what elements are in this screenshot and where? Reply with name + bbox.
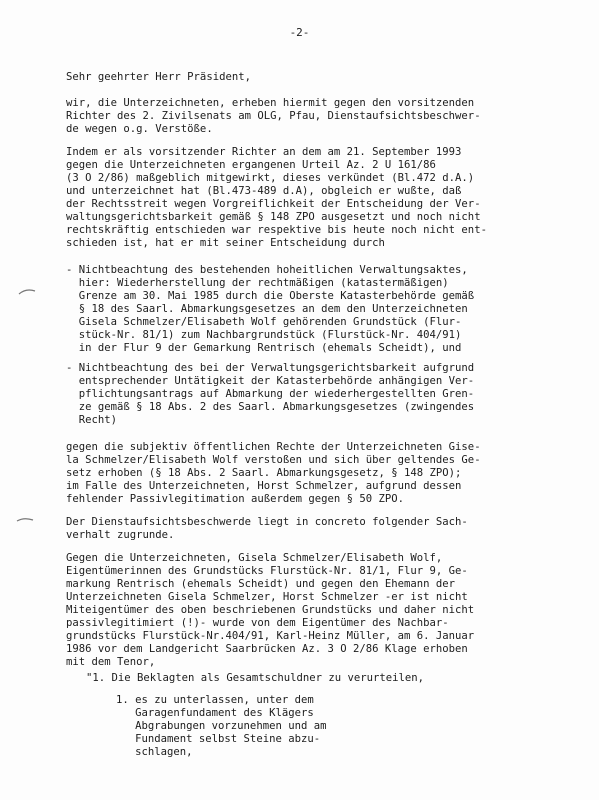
para5-line: Miteigentümer des oben beschriebenen Grundstücks und daher nicht (66, 604, 475, 616)
sub-item-line: Fundament selbst Steine abzu- (116, 733, 321, 745)
para5-line: Eigentümerinnen des Grundstücks Flurstück-Nr. 81/1, Flur 9, Ge- (66, 565, 468, 577)
para4-line: Der Dienstaufsichtsbeschwerde liegt in concreto folgender Sach- (66, 516, 468, 528)
bullet2-line: Recht) (66, 414, 118, 426)
para5-line: grundstücks Flurstück-Nr.404/91, Karl-Heinz Müller, am 6. Januar (66, 630, 475, 642)
para2-line: der Rechtsstreit wegen Vorgreiflichkeit der Entscheidung der Ver- (66, 198, 481, 210)
bullet1-line: hier: Wiederherstellung der rechtmäßigen (katastermäßigen) (66, 277, 449, 289)
page-number: -2- (289, 26, 310, 39)
bullet2-line: - Nichtbeachtung des bei der Verwaltungsgerichtsbarkeit aufgrund (66, 362, 475, 374)
quote-line: "1. Die Beklagten als Gesamtschuldner zu verurteilen, (86, 672, 425, 684)
para2-line: und unterzeichnet hat (Bl.473-489 d.A), obgleich er wußte, daß (66, 185, 462, 197)
para2-line: schieden ist, hat er mit seiner Entscheidung durch (66, 237, 385, 249)
bullet1-line: in der Flur 9 der Gemarkung Rentrisch (ehemals Scheidt), und (66, 342, 462, 354)
bullet1-line: - Nichtbeachtung des bestehenden hoheitlichen Verwaltungsaktes, (66, 264, 468, 276)
para3-line: gegen die subjektiv öffentlichen Rechte der Unterzeichneten Gise- (66, 441, 481, 453)
para3-line: la Schmelzer/Elisabeth Wolf verstoßen und sich über geltendes Ge- (66, 454, 481, 466)
para5-line: mit dem Tenor, (66, 656, 156, 668)
para1-line: Richter des 2. Zivilsenats am OLG, Pfau, Dienstaufsichtsbeschwer- (66, 110, 481, 122)
sub-item-line: 1. es zu unterlassen, unter dem (116, 694, 314, 706)
para2-line: (3 O 2/86) maßgeblich mitgewirkt, dieses verkündet (Bl.472 d.A.) (66, 172, 475, 184)
para4-line: verhalt zugrunde. (66, 529, 175, 541)
para2-line: rechtskräftig entschieden war respektive bis heute noch nicht ent- (66, 224, 487, 236)
para5-line: Gegen die Unterzeichneten, Gisela Schmelzer/Elisabeth Wolf, (66, 552, 443, 564)
bullet2-line: ze gemäß § 18 Abs. 2 des Saarl. Abmarkungsgesetzes (zwingendes (66, 401, 475, 413)
para5-line: Unterzeichneten Gisela Schmelzer, Horst Schmelzer -er ist nicht (66, 591, 468, 603)
para2-line: waltungsgerichtsbarkeit gemäß § 148 ZPO ausgesetzt und noch nicht (66, 211, 481, 223)
para1-line: de wegen o.g. Verstöße. (66, 123, 213, 135)
para5-line: 1986 vor dem Landgericht Saarbrücken Az. 3 O 2/86 Klage erhoben (66, 643, 468, 655)
bullet2-line: entsprechender Untätigkeit der Katasterbehörde anhängigen Ver- (66, 375, 475, 387)
punch-mark-icon (18, 288, 36, 296)
bullet1-line: § 18 des Saarl. Abmarkungsgesetzes an dem den Unterzeichneten (66, 303, 468, 315)
bullet1-line: stück-Nr. 81/1) zum Nachbargrundstück (Flurstück-Nr. 404/91) (66, 329, 462, 341)
sub-item-line: Abgrabungen vorzunehmen und am (116, 720, 327, 732)
para2-line: Indem er als vorsitzender Richter an dem am 21. September 1993 (66, 146, 462, 158)
para3-line: im Falle des Unterzeichneten, Horst Schmelzer, aufgrund dessen (66, 480, 462, 492)
bullet2-line: pflichtungsantrags auf Abmarkung der wiederhergestellten Gren- (66, 388, 475, 400)
bullet1-line: Gisela Schmelzer/Elisabeth Wolf gehörenden Grundstück (Flur- (66, 316, 462, 328)
sub-item-line: schlagen, (116, 746, 193, 758)
para3-line: fehlender Passivlegitimation außerdem gegen § 50 ZPO. (66, 493, 405, 505)
para5-line: markung Rentrisch (ehemals Scheidt) und gegen den Ehemann der (66, 578, 456, 590)
para2-line: gegen die Unterzeichneten ergangenen Urteil Az. 2 U 161/86 (66, 159, 436, 171)
sub-item-line: Garagenfundament des Klägers (116, 707, 314, 719)
para3-line: setz erhoben (§ 18 Abs. 2 Saarl. Abmarkungsgesetz, § 148 ZPO); (66, 467, 462, 479)
para5-line: passivlegitimiert (!)- wurde von dem Eigentümer des Nachbar- (66, 617, 449, 629)
punch-mark-icon (16, 516, 34, 524)
bullet1-line: Grenze am 30. Mai 1985 durch die Oberste Katasterbehörde gemäß (66, 290, 475, 302)
salutation: Sehr geehrter Herr Präsident, (66, 71, 251, 83)
para1-line: wir, die Unterzeichneten, erheben hiermit gegen den vorsitzenden (66, 97, 475, 109)
